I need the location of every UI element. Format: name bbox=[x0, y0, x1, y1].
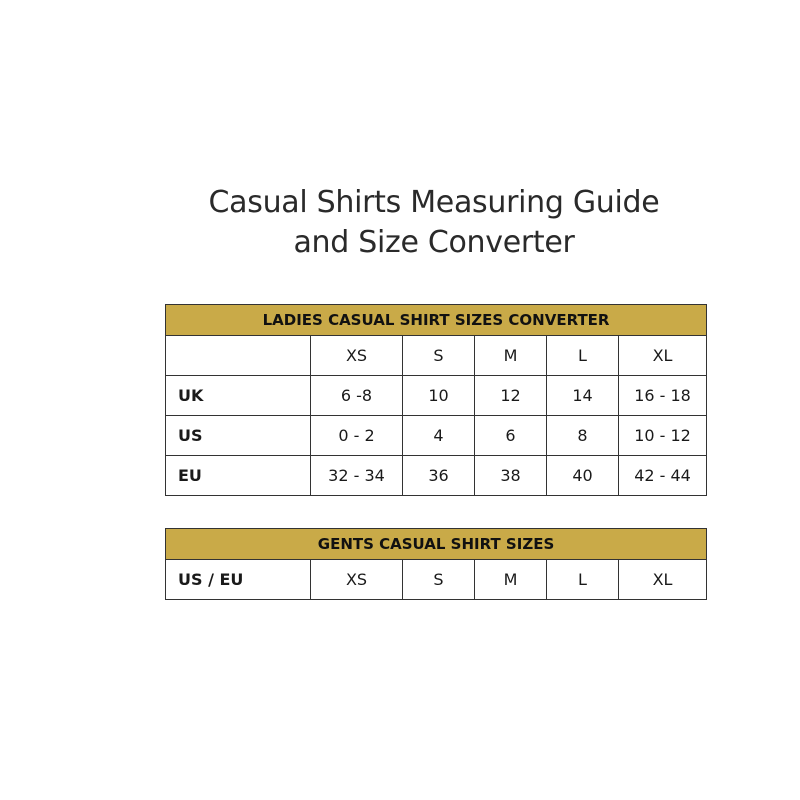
ladies-header-cell: L bbox=[547, 336, 619, 376]
table-row bbox=[166, 456, 707, 496]
size-cell: 6 bbox=[475, 416, 547, 456]
ladies-table-heading: LADIES CASUAL SHIRT SIZES CONVERTER bbox=[166, 305, 707, 336]
table-row bbox=[166, 376, 707, 416]
size-cell: M bbox=[475, 560, 547, 600]
gents-table-heading: GENTS CASUAL SHIRT SIZES bbox=[166, 529, 707, 560]
ladies-header-row bbox=[166, 336, 707, 376]
page-title bbox=[0, 183, 800, 263]
row-label-us-eu: US / EU bbox=[166, 560, 311, 600]
ladies-header-cell bbox=[166, 336, 311, 376]
size-cell: 38 bbox=[475, 456, 547, 496]
size-cell: 10 bbox=[403, 376, 475, 416]
size-cell: 4 bbox=[403, 416, 475, 456]
ladies-size-table bbox=[165, 304, 707, 496]
title-line-1: Casual Shirts Measuring Guide bbox=[208, 185, 660, 220]
size-cell: XL bbox=[619, 560, 707, 600]
size-cell: L bbox=[547, 560, 619, 600]
size-cell: 8 bbox=[547, 416, 619, 456]
table-row bbox=[166, 560, 707, 600]
ladies-header-cell: XL bbox=[619, 336, 707, 376]
ladies-header-cell: S bbox=[403, 336, 475, 376]
size-cell: 6 -8 bbox=[311, 376, 403, 416]
row-label-uk: UK bbox=[166, 376, 311, 416]
size-cell: 0 - 2 bbox=[311, 416, 403, 456]
table-row bbox=[166, 416, 707, 456]
size-cell: 14 bbox=[547, 376, 619, 416]
size-cell: 40 bbox=[547, 456, 619, 496]
size-cell: 12 bbox=[475, 376, 547, 416]
ladies-header-cell: XS bbox=[311, 336, 403, 376]
size-cell: 36 bbox=[403, 456, 475, 496]
row-label-eu: EU bbox=[166, 456, 311, 496]
gents-size-table bbox=[165, 528, 707, 600]
size-cell: XS bbox=[311, 560, 403, 600]
size-cell: 42 - 44 bbox=[619, 456, 707, 496]
size-cell: 10 - 12 bbox=[619, 416, 707, 456]
size-cell: S bbox=[403, 560, 475, 600]
row-label-us: US bbox=[166, 416, 311, 456]
title-line-2: and Size Converter bbox=[293, 225, 575, 260]
size-cell: 32 - 34 bbox=[311, 456, 403, 496]
size-cell: 16 - 18 bbox=[619, 376, 707, 416]
ladies-header-cell: M bbox=[475, 336, 547, 376]
